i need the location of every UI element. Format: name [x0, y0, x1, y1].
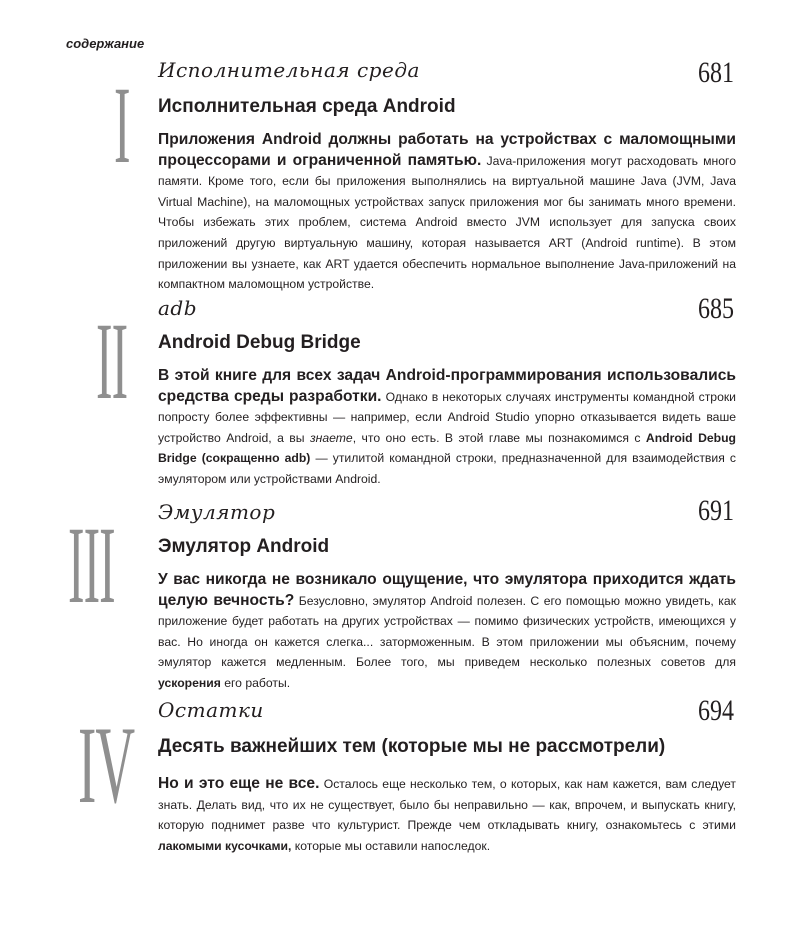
entry-description: [158, 130, 736, 295]
emphasis: знаете: [309, 430, 353, 445]
lead-sentence: Но и это еще не все.: [158, 775, 320, 792]
body-text: Java-приложения могут расходовать много памяти. Кроме того, если бы приложения выполнялись на виртуальной машине Java (JVM, Java Virtual Machine), на маломощных устройствах запуск приложения мог бы занимать много времени. Чтобы избежать этих проблем, система Android вместо JVM использует для запуска своих приложений другую виртуальную машину, которая называется ART (Android runtime). В этом приложении вы узнаете, как ART удается обеспечить нормальное выполнение Java-приложений на компактном маломощном устройстве.: [158, 153, 736, 292]
chapter-numeral: IV: [78, 704, 135, 826]
page-number: 685: [698, 292, 734, 325]
body-text: Однако в некоторых случаях инструменты командной строки попросту более эффективны — например, если Android Studio упорно отказывается видеть ваше устройство Android, а вы: [158, 389, 736, 445]
emphasis-bold: ускорения: [158, 675, 221, 690]
entry-description: [158, 774, 736, 856]
body-text: его работы.: [220, 675, 291, 690]
entry-description: [158, 570, 736, 694]
page-number: 691: [698, 494, 734, 527]
page-number: 681: [698, 56, 734, 89]
entry-title: Эмулятор Android: [158, 536, 330, 557]
chapter-numeral: III: [68, 504, 115, 626]
lead-sentence: В этой книге для всех задач Android-программирования использовались средства среды разработки.: [158, 367, 736, 405]
emphasis-bold: лакомыми кусочками,: [158, 838, 292, 853]
body-text: — утилитой командной строки, предназначенной для взаимодействия с эмулятором или устройствами Android.: [158, 451, 736, 486]
page-number: 694: [698, 694, 734, 727]
section-tag: Эмулятор: [158, 500, 276, 524]
page-header: содержание: [66, 36, 145, 51]
section-tag: Остатки: [158, 698, 264, 722]
body-text: которые мы оставили напоследок.: [291, 838, 491, 853]
body-text: Осталось еще несколько тем, о которых, как нам кажется, вам следует знать. Делать вид, что их не существует, было бы неправильно — как, впрочем, и выпускать книгу, которую поднимет разве что культурист. Прежде чем откладывать книгу, ознакомьтесь с этими: [158, 777, 736, 833]
entry-title: Исполнительная среда Android: [158, 96, 456, 117]
emphasis-bold: Android Debug Bridge (сокращенно adb): [158, 430, 736, 466]
chapter-numeral: II: [96, 300, 128, 422]
lead-sentence: Приложения Android должны работать на устройствах с маломощными процессорами и ограниченной памятью.: [158, 131, 736, 169]
section-tag: Исполнительная среда: [158, 58, 420, 82]
body-text: , что оно есть. В этой главе мы познакомимся с: [352, 430, 646, 445]
body-text: Безусловно, эмулятор Android полезен. С его помощью можно увидеть, как приложение будет работать на других устройствах — помимо физических устройств, имеющихся у вас. Но иногда он кажется слегка... заторможенным. В этом приложении мы объясним, почему эмулятор кажется медленным. Более того, мы приведем несколько полезных советов для: [158, 593, 736, 670]
lead-sentence: У вас никогда не возникало ощущение, что эмулятора приходится ждать целую вечность?: [158, 571, 736, 609]
section-tag: adb: [158, 296, 198, 320]
entry-title: Android Debug Bridge: [158, 332, 361, 353]
entry-title: Десять важнейших тем (которые мы не рассмотрели): [158, 736, 666, 757]
entry-description: [158, 366, 736, 490]
chapter-numeral: I: [114, 64, 130, 186]
